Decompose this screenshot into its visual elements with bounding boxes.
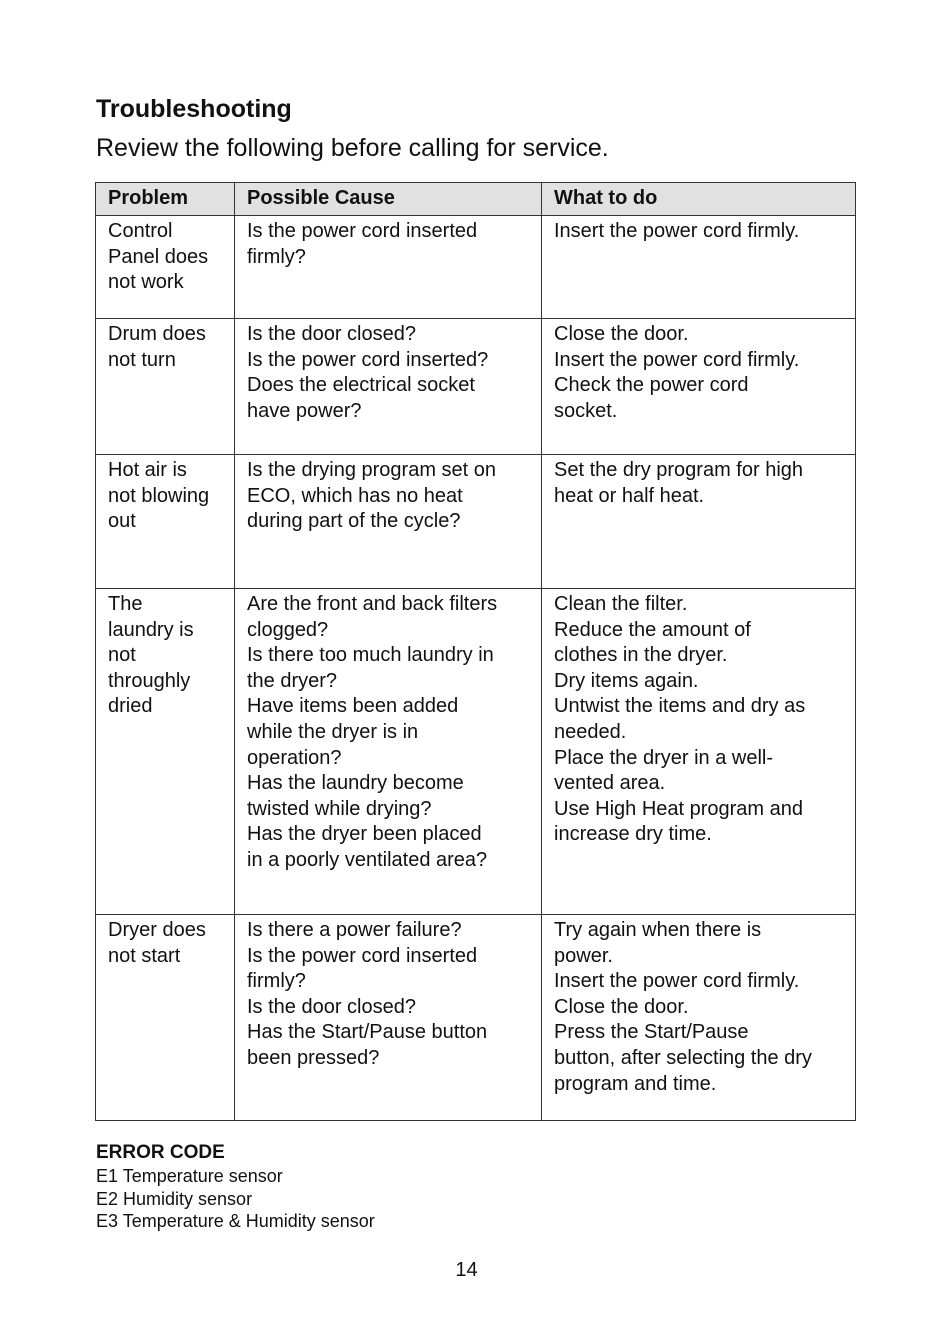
problem-cell: Dryer does not start [96,915,235,1121]
cause-cell: Are the front and back filters clogged? Is there too much laundry in the dryer? Have items been added while the dryer is in operation? Has the laundry become twisted while drying? Has the dryer been placed in a poorly ventilated area? [235,589,542,915]
cause-cell: Is the power cord inserted firmly? [235,216,542,319]
table-row [96,216,856,319]
action-cell: Insert the power cord firmly. [542,216,856,319]
error-code-list [96,1165,375,1233]
header-what-to-do: What to do [542,183,856,216]
problem-cell: The laundry is not throughly dried [96,589,235,915]
table-row [96,915,856,1121]
error-code-item: E1 Temperature sensor [96,1166,283,1186]
cause-cell: Is there a power failure? Is the power cord inserted firmly? Is the door closed? Has the Start/Pause button been pressed? [235,915,542,1121]
problem-cell: Drum does not turn [96,319,235,455]
page-number: 14 [455,1259,478,1281]
error-code-title: ERROR CODE [96,1142,225,1163]
cause-cell: Is the door closed? Is the power cord inserted? Does the electrical socket have power? [235,319,542,455]
header-possible-cause: Possible Cause [235,183,542,216]
page-title: Troubleshooting [96,95,292,123]
action-cell: Clean the filter. Reduce the amount of clothes in the dryer. Dry items again. Untwist the items and dry as needed. Place the dryer in a well- vented area. Use High Heat program and increase dry time. [542,589,856,915]
table-row [96,455,856,589]
problem-cell: Control Panel does not work [96,216,235,319]
page-subtitle: Review the following before calling for service. [96,134,609,162]
action-cell: Set the dry program for high heat or half heat. [542,455,856,589]
table-row [96,589,856,915]
problem-cell: Hot air is not blowing out [96,455,235,589]
error-code-item: E3 Temperature & Humidity sensor [96,1211,375,1231]
table-header-row [96,183,856,216]
error-code-item: E2 Humidity sensor [96,1188,253,1209]
cause-cell: Is the drying program set on ECO, which has no heat during part of the cycle? [235,455,542,589]
action-cell: Close the door. Insert the power cord firmly. Check the power cord socket. [542,319,856,455]
header-problem: Problem [96,183,235,216]
action-cell: Try again when there is power. Insert the power cord firmly. Close the door. Press the Start/Pause button, after selecting the dry program and time. [542,915,856,1121]
table-row [96,319,856,455]
troubleshooting-table [95,182,856,1121]
